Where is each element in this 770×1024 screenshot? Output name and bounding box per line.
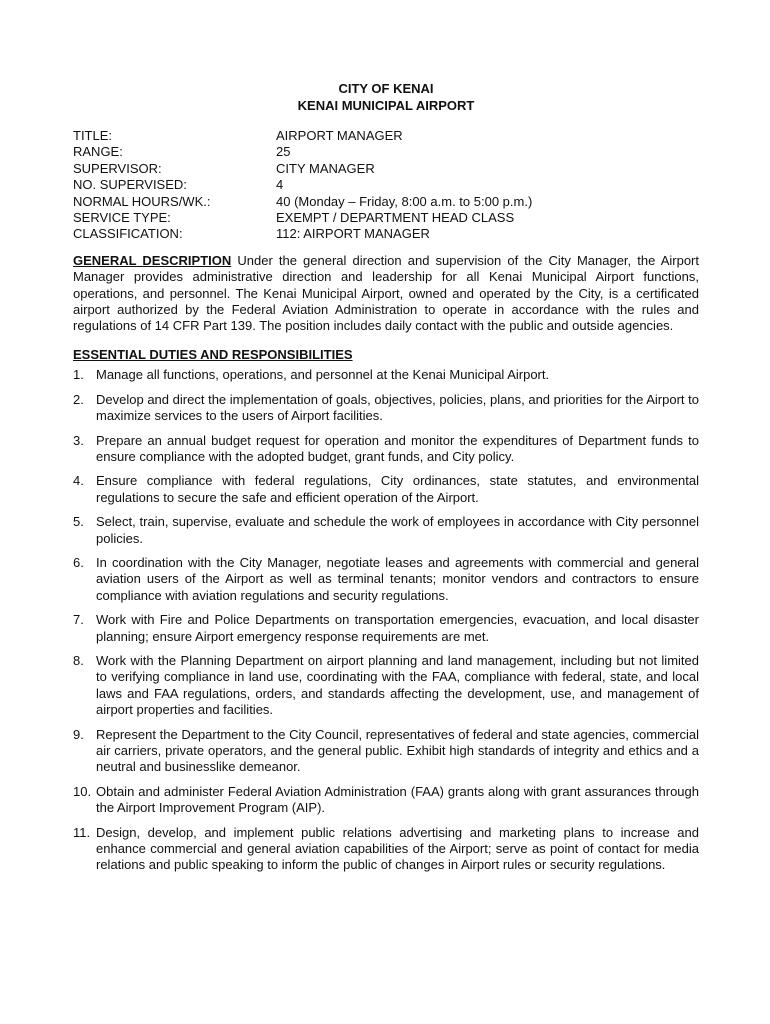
- list-item-text: Develop and direct the implementation of goals, objectives, policies, plans, and priorities for the Airport to maximize services to the users of Airport facilities.: [96, 391, 699, 424]
- duties-heading: ESSENTIAL DUTIES AND RESPONSIBILITIES: [73, 346, 353, 362]
- field-value: AIRPORT MANAGER: [276, 128, 403, 143]
- list-item-number: 4.: [73, 473, 84, 489]
- list-item: [73, 825, 699, 874]
- field-row-range: [73, 144, 699, 160]
- list-item: [73, 433, 699, 466]
- field-value: EXEMPT / DEPARTMENT HEAD CLASS: [276, 210, 515, 226]
- list-item-number: 6.: [73, 554, 84, 570]
- field-value: 4: [276, 177, 284, 193]
- field-value: 40 (Monday – Friday, 8:00 a.m. to 5:00 p.m.): [276, 193, 533, 209]
- list-item: [73, 514, 699, 547]
- header-city: CITY OF KENAI: [338, 81, 434, 96]
- list-item: [73, 555, 699, 604]
- list-item-number: 9.: [73, 726, 84, 742]
- list-item: [73, 653, 699, 719]
- list-item-number: 8.: [73, 652, 84, 668]
- general-description-heading: GENERAL DESCRIPTION: [73, 252, 232, 268]
- field-row-title: [73, 128, 699, 144]
- list-item-text: Represent the Department to the City Council, representatives of federal and state agencies, commercial air carriers, private operators, and the general public. Exhibit high standards of integrity and ethics and a neutral and businesslike demeanor.: [96, 726, 699, 775]
- list-item-number: 3.: [73, 432, 84, 448]
- list-item-text: Design, develop, and implement public relations advertising and marketing plans to increase and enhance commercial and general aviation capabilities of the Airport; serve as point of contact for media relations and public speaking to inform the public of changes in Airport rules or security regulations.: [96, 824, 699, 873]
- field-row-supervisor: [73, 161, 699, 177]
- list-item-number: 1.: [73, 367, 84, 383]
- position-fields: [73, 128, 699, 243]
- header-airport: KENAI MUNICIPAL AIRPORT: [297, 98, 475, 113]
- general-description-text: Under the general direction and supervision of the City Manager, the Airport Manager provides administrative direction and leadership for all Kenai Municipal Airport functions, operations, and personnel. The Kenai Municipal Airport, owned and operated by the City, is a certificated airport authorized by the Federal Aviation Administration to operate in accordance with the rules and regulations of 14 CFR Part 139. The position includes daily contact with the public and outside agencies.: [73, 252, 699, 334]
- document-header: [73, 80, 699, 114]
- list-item-number: 11.: [73, 824, 91, 840]
- field-label: SERVICE TYPE:: [73, 210, 171, 226]
- list-item-number: 10.: [73, 783, 92, 799]
- list-item: [73, 612, 699, 645]
- field-row-no-supervised: [73, 177, 699, 193]
- list-item-text: Prepare an annual budget request for operation and monitor the expenditures of Department funds to ensure compliance with the adopted budget, grant funds, and City policy.: [96, 432, 699, 464]
- field-label: RANGE:: [73, 144, 123, 160]
- field-label: NO. SUPERVISED:: [73, 177, 187, 193]
- list-item-text: Ensure compliance with federal regulations, City ordinances, state statutes, and environmental regulations to secure the safe and efficient operation of the Airport.: [96, 473, 699, 505]
- general-description: [73, 253, 699, 335]
- field-row-classification: [73, 226, 699, 242]
- list-item-text: Manage all functions, operations, and personnel at the Kenai Municipal Airport.: [96, 367, 550, 383]
- list-item-number: 2.: [73, 391, 84, 407]
- list-item: [73, 784, 699, 817]
- field-label: CLASSIFICATION:: [73, 226, 183, 242]
- list-item-number: 7.: [73, 612, 84, 628]
- field-value: 112: AIRPORT MANAGER: [276, 226, 430, 242]
- field-row-service-type: [73, 210, 699, 226]
- field-label: NORMAL HOURS/WK.:: [73, 193, 211, 209]
- list-item: [73, 727, 699, 776]
- document-page: [73, 80, 699, 882]
- list-item-text: Work with the Planning Department on airport planning and land management, including but not limited to verifying compliance in land use, coordinating with the FAA, compliance with federal, state, and local laws and FAA regulations, orders, and standards affecting the development, use, and management of airport properties and facilities.: [96, 652, 699, 718]
- list-item-number: 5.: [73, 514, 84, 530]
- field-label: SUPERVISOR:: [73, 160, 162, 176]
- list-item-text: In coordination with the City Manager, negotiate leases and agreements with commercial and general aviation users of the Airport as well as terminal tenants; monitor vendors and contractors to ensure compliance with aviation regulations and security regulations.: [96, 554, 699, 603]
- list-item-text: Work with Fire and Police Departments on transportation emergencies, evacuation, and local disaster planning; ensure Airport emergency response requirements are met.: [96, 612, 699, 644]
- field-label: TITLE:: [73, 128, 113, 143]
- list-item-text: Obtain and administer Federal Aviation Administration (FAA) grants along with grant assurances through the Airport Improvement Program (AIP).: [96, 783, 699, 816]
- list-item: [73, 392, 699, 425]
- list-item: [73, 367, 699, 383]
- list-item-text: Select, train, supervise, evaluate and schedule the work of employees in accordance with City personnel policies.: [96, 514, 699, 546]
- list-item: [73, 473, 699, 506]
- field-value: CITY MANAGER: [276, 160, 375, 176]
- field-row-normal-hours: [73, 194, 699, 210]
- duties-list: [73, 367, 699, 874]
- field-value: 25: [276, 144, 291, 160]
